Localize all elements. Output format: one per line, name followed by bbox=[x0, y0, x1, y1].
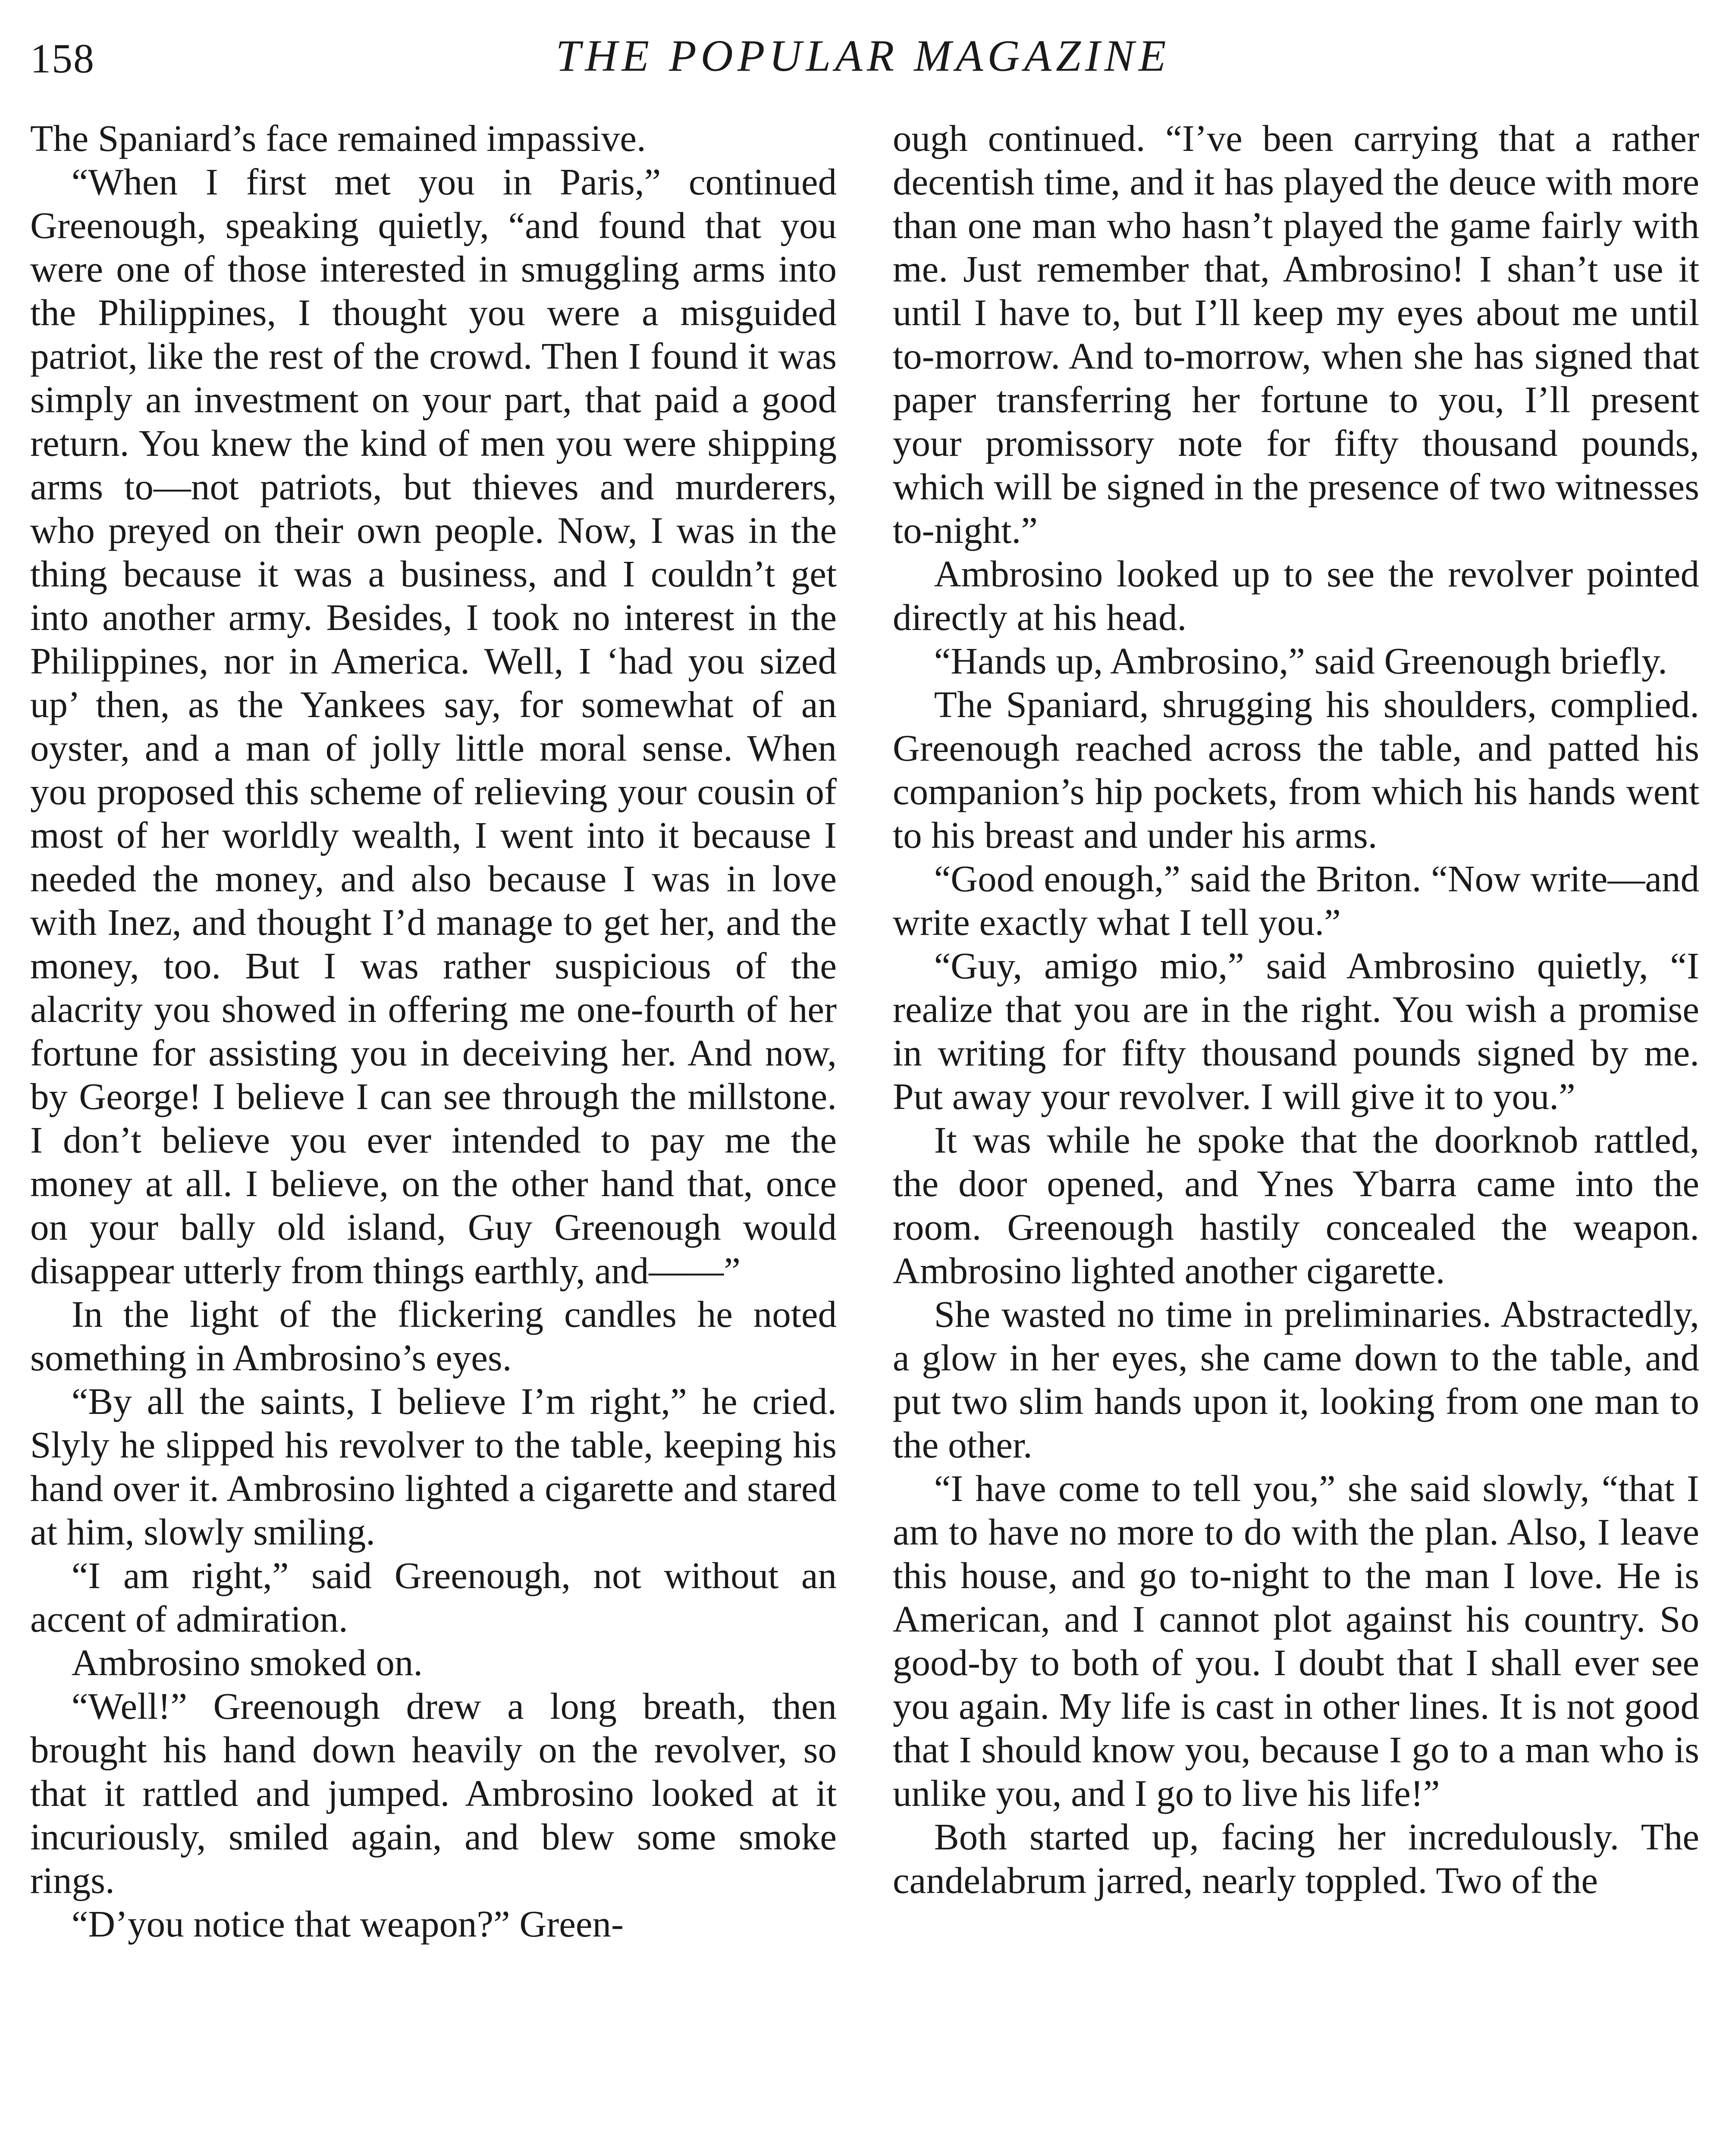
paragraph: Both started up, facing her incredulously. The candelabrum jarred, nearly toppled. Two of the bbox=[893, 1816, 1699, 1901]
page-number: 158 bbox=[30, 35, 95, 81]
paragraph: “Hands up, Ambrosino,” said Greenough briefly. bbox=[934, 640, 1667, 682]
running-head: THE POPULAR MAGAZINE bbox=[555, 31, 1171, 81]
text-columns bbox=[30, 116, 1699, 2156]
paragraph: “Good enough,” said the Briton. “Now write—and write exactly what I tell you.” bbox=[893, 858, 1699, 943]
left-column bbox=[30, 116, 837, 2156]
paragraph: In the light of the flickering candles he noted something in Ambrosino’s eyes. bbox=[30, 1293, 837, 1379]
paragraph: The Spaniard, shrugging his shoulders, complied. Greenough reached across the table, and patted his companion’s hip pockets, from which his hands went to his breast and under his arms. bbox=[893, 683, 1699, 856]
paragraph: It was while he spoke that the doorknob rattled, the door opened, and Ynes Ybarra came into the room. Greenough hastily concealed the weapon. Ambrosino lighted another cigarette. bbox=[893, 1119, 1699, 1291]
paragraph: Ambrosino smoked on. bbox=[71, 1642, 423, 1683]
paragraph: “Guy, amigo mio,” said Ambrosino quietly, “I realize that you are in the right. You wish a promise in writing for fifty thousand pounds signed by me. Put away your revolver. I will give it to you.” bbox=[893, 945, 1699, 1117]
paragraph: “I am right,” said Greenough, not without an accent of admiration. bbox=[30, 1554, 837, 1640]
paragraph: “Well!” Greenough drew a long breath, then brought his hand down heavily on the revolver, so that it rattled and jumped. Ambrosino looked at it incuriously, smiled again, and blew some smoke rings. bbox=[30, 1685, 837, 1901]
paragraph: “When I first met you in Paris,” continued Greenough, speaking quietly, “and found that you were one of those interested in smuggling arms into the Philippines, I thought you were a misguided patriot, like the rest of the crowd. Then I found it was simply an investment on your part, that paid a good return. You knew the kind of men you were shipping arms to—not patriots, but thieves and murderers, who preyed on their own people. Now, I was in the thing because it was a business, and I couldn’t get into another army. Besides, I took no interest in the Philippines, nor in America. Well, I ‘had you sized up’ then, as the Yankees say, for somewhat of an oyster, and a man of jolly little moral sense. When you proposed this scheme of relieving your cousin of most of her worldly wealth, I went into it because I needed the money, and also because I was in love with Inez, and thought I’d manage to get her, and the money, too. But I was rather suspicious of the alacrity you showed in offering me one-fourth of her fortune for assisting you in deceiving her. And now, by George! I believe I can see through the millstone. I don’t believe you ever intended to pay me the money at all. I believe, on the other hand that, once on your bally old island, Guy Greenough would disappear utterly from things earthly, and——” bbox=[30, 161, 837, 1291]
paragraph: Ambrosino looked up to see the revolver pointed directly at his head. bbox=[893, 553, 1699, 638]
right-column bbox=[893, 116, 1699, 2156]
page-header bbox=[26, 26, 1700, 99]
paragraph: She wasted no time in preliminaries. Abstractedly, a glow in her eyes, she came down to the table, and put two slim hands upon it, looking from one man to the other. bbox=[893, 1293, 1699, 1466]
paragraph: “D’you notice that weapon?” Green- bbox=[71, 1903, 624, 1945]
paragraph: “I have come to tell you,” she said slowly, “that I am to have no more to do with the plan. Also, I leave this house, and go to-night to the man I love. He is American, and I cannot plot against his country. So good-by to both of you. I doubt that I shall ever see you again. My life is cast in other lines. It is not good that I should know you, because I go to a man who is unlike you, and I go to live his life!” bbox=[893, 1467, 1699, 1814]
paragraph: ough continued. “I’ve been carrying that a rather decentish time, and it has played the deuce with more than one man who hasn’t played the game fairly with me. Just remember that, Ambrosino! I shan’t use it until I have to, but I’ll keep my eyes about me until to-morrow. And to-morrow, when she has signed that paper transferring her fortune to you, I’ll present your promissory note for fifty thousand pounds, which will be signed in the presence of two witnesses to-night.” bbox=[893, 117, 1699, 551]
paragraph: The Spaniard’s face remained impassive. bbox=[30, 117, 646, 159]
paragraph: “By all the saints, I believe I’m right,” he cried. Slyly he slipped his revolver to the table, keeping his hand over it. Ambrosino lighted a cigarette and stared at him, slowly smiling. bbox=[30, 1380, 837, 1553]
